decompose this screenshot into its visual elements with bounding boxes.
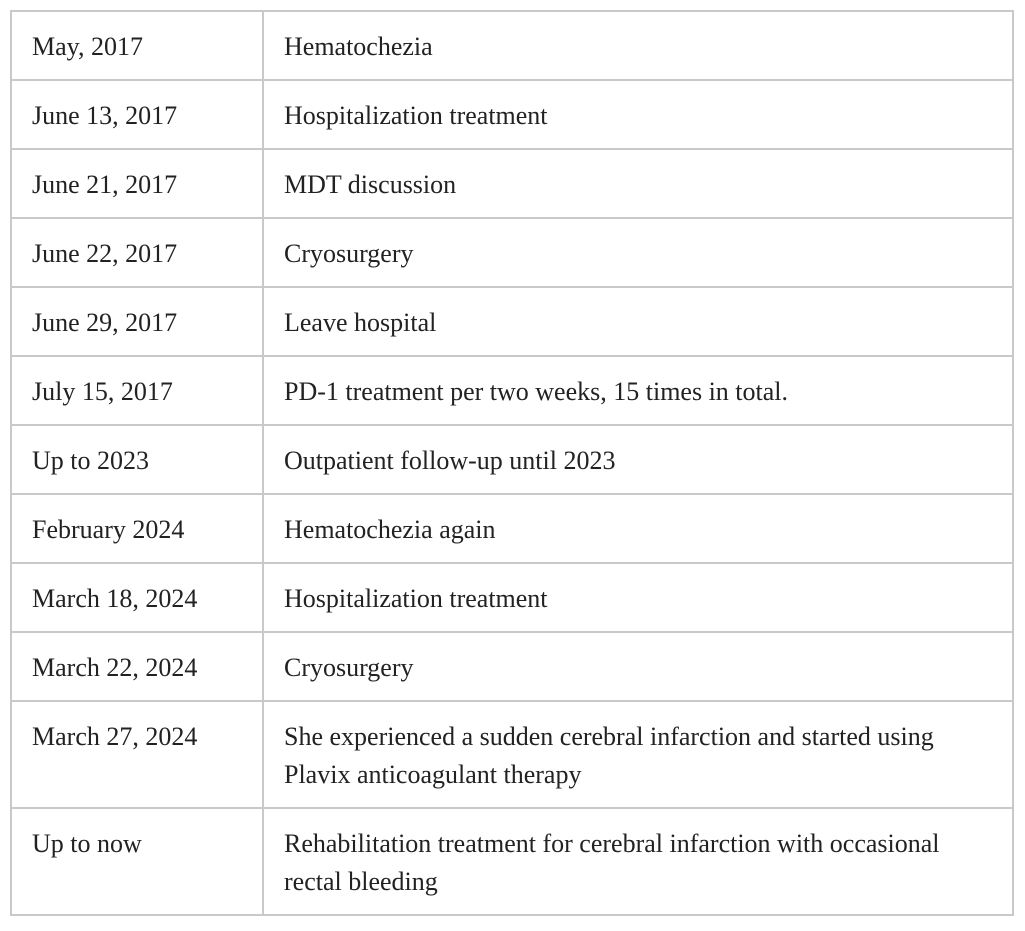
date-cell: March 27, 2024: [11, 701, 263, 808]
date-cell: July 15, 2017: [11, 356, 263, 425]
date-cell: March 18, 2024: [11, 563, 263, 632]
table-row: [11, 563, 1013, 632]
table-row: [11, 425, 1013, 494]
event-cell: Leave hospital: [263, 287, 1013, 356]
event-cell: Hospitalization treatment: [263, 563, 1013, 632]
table-row: [11, 632, 1013, 701]
table-row: [11, 356, 1013, 425]
table-row: [11, 701, 1013, 808]
event-cell: Hospitalization treatment: [263, 80, 1013, 149]
date-cell: May, 2017: [11, 11, 263, 80]
event-cell: Rehabilitation treatment for cerebral infarction with occasional rectal bleeding: [263, 808, 1013, 915]
event-cell: Cryosurgery: [263, 632, 1013, 701]
event-cell: Hematochezia: [263, 11, 1013, 80]
date-cell: February 2024: [11, 494, 263, 563]
event-cell: MDT discussion: [263, 149, 1013, 218]
event-cell: She experienced a sudden cerebral infarction and started using Plavix anticoagulant therapy: [263, 701, 1013, 808]
date-cell: June 22, 2017: [11, 218, 263, 287]
table-row: [11, 149, 1013, 218]
date-cell: Up to 2023: [11, 425, 263, 494]
event-cell: Outpatient follow-up until 2023: [263, 425, 1013, 494]
table-row: [11, 808, 1013, 915]
date-cell: June 13, 2017: [11, 80, 263, 149]
date-cell: June 29, 2017: [11, 287, 263, 356]
table-row: [11, 218, 1013, 287]
date-cell: March 22, 2024: [11, 632, 263, 701]
event-cell: PD-1 treatment per two weeks, 15 times in total.: [263, 356, 1013, 425]
table-row: [11, 11, 1013, 80]
date-cell: Up to now: [11, 808, 263, 915]
timeline-table: [10, 10, 1014, 916]
event-cell: Hematochezia again: [263, 494, 1013, 563]
event-cell: Cryosurgery: [263, 218, 1013, 287]
table-row: [11, 287, 1013, 356]
date-cell: June 21, 2017: [11, 149, 263, 218]
table-row: [11, 80, 1013, 149]
table-row: [11, 494, 1013, 563]
